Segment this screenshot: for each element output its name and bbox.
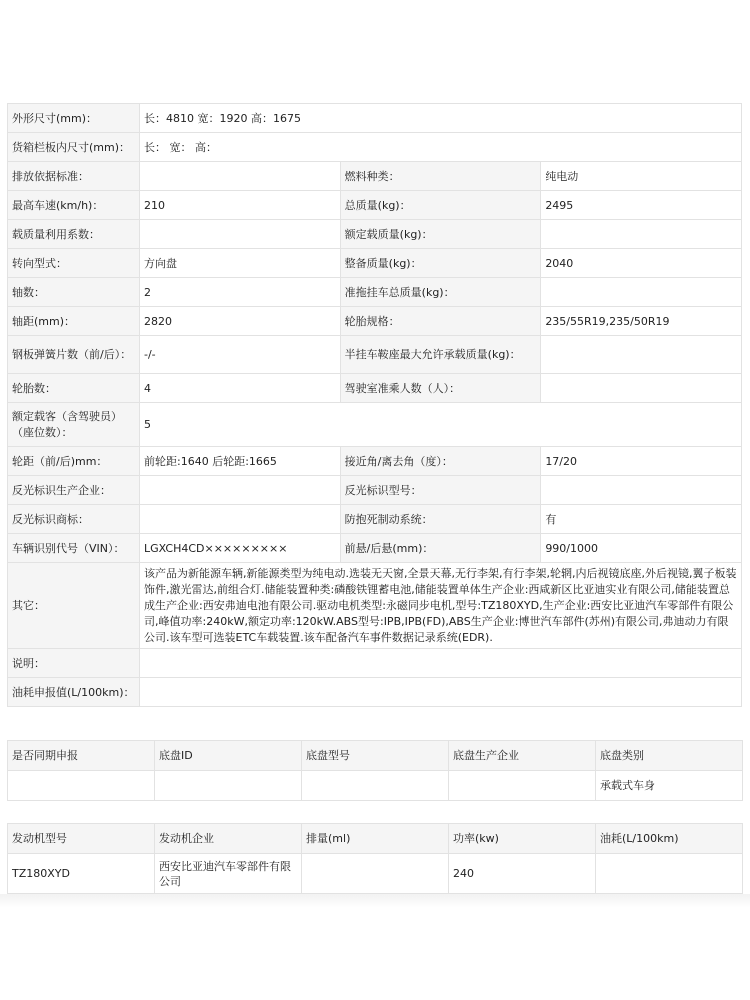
trailer-mass-value	[541, 278, 742, 307]
tire-spec-value: 235/55R19,235/50R19	[541, 307, 742, 336]
wheelbase-value: 2820	[140, 307, 341, 336]
table-header-row	[8, 741, 743, 771]
engine-cell-model: TZ180XYD	[8, 854, 155, 894]
table-row	[8, 374, 742, 403]
vehicle-spec-table	[7, 103, 742, 707]
chassis-cell-category: 承载式车身	[596, 771, 743, 801]
chassis-header-model: 底盘型号	[302, 741, 449, 771]
steering-label: 转向型式：	[8, 249, 140, 278]
table-row	[8, 534, 742, 563]
fuel-type-label: 燃料种类：	[340, 162, 541, 191]
table-row	[8, 447, 742, 476]
emission-std-label: 排放依据标准：	[8, 162, 140, 191]
curb-mass-value: 2040	[541, 249, 742, 278]
table-row	[8, 649, 742, 678]
load-util-label: 载质量利用系数：	[8, 220, 140, 249]
dimensions-label: 外形尺寸(mm)：	[8, 104, 140, 133]
chassis-header-category: 底盘类别	[596, 741, 743, 771]
angles-label: 接近角/离去角（度）：	[340, 447, 541, 476]
chassis-header-maker: 底盘生产企业	[449, 741, 596, 771]
table-row	[8, 563, 742, 649]
table-row	[8, 505, 742, 534]
table-row	[8, 771, 743, 801]
fuel-consumption-label: 油耗申报值(L/100km)：	[8, 678, 140, 707]
engine-header-model: 发动机型号	[8, 824, 155, 854]
trailer-mass-label: 准拖挂车总质量(kg)：	[340, 278, 541, 307]
table-row	[8, 278, 742, 307]
chassis-table	[7, 740, 743, 801]
curb-mass-label: 整备质量(kg)：	[340, 249, 541, 278]
table-row	[8, 249, 742, 278]
leaf-spring-label: 钢板弹簧片数（前/后）：	[8, 336, 140, 374]
angles-value: 17/20	[541, 447, 742, 476]
table-row	[8, 162, 742, 191]
cargo-dims-label: 货箱栏板内尺寸(mm)：	[8, 133, 140, 162]
steering-value: 方向盘	[140, 249, 341, 278]
other-value: 该产品为新能源车辆,新能源类型为纯电动.选装无天窗,全景天幕,无行李架,有行李架,轮辋,内后视镜底座,外后视镜,翼子板装饰件,激光雷达,前组合灯.储能装置种类:磷酸铁锂蓄电池,储能装置单体生产企业:西咸新区比亚迪实业有限公司,储能装置总成生产企业:西安弗迪电池有限公司.驱动电机类型:永磁同步电机,型号:TZ180XYD,生产企业:西安比亚迪汽车零部件有限公司,峰值功率:240kW,额定功率:120kW.ABS型号:IPB,IPB(FD),ABS生产企业:博世汽车部件(苏州)有限公司,弗迪动力有限公司.该车型可选装ETC车载装置.该车配备汽车事件数据记录系统(EDR).	[140, 563, 742, 649]
axles-label: 轴数：	[8, 278, 140, 307]
fuel-type-value: 纯电动	[541, 162, 742, 191]
saddle-load-value	[541, 336, 742, 374]
wheelbase-label: 轴距(mm)：	[8, 307, 140, 336]
reflector-maker-label: 反光标识生产企业：	[8, 476, 140, 505]
tires-label: 轮胎数：	[8, 374, 140, 403]
tires-value: 4	[140, 374, 341, 403]
table-row	[8, 476, 742, 505]
reflector-brand-label: 反光标识商标：	[8, 505, 140, 534]
chassis-cell-maker	[449, 771, 596, 801]
overhang-label: 前悬/后悬(mm)：	[340, 534, 541, 563]
table-header-row	[8, 824, 743, 854]
chassis-cell-id	[155, 771, 302, 801]
reflector-model-label: 反光标识型号：	[340, 476, 541, 505]
chassis-cell-model	[302, 771, 449, 801]
overhang-value: 990/1000	[541, 534, 742, 563]
table-row	[8, 336, 742, 374]
vin-value: LGXCH4CD×××××××××	[140, 534, 341, 563]
tire-spec-label: 轮胎规格：	[340, 307, 541, 336]
engine-cell-maker: 西安比亚迪汽车零部件有限公司	[155, 854, 302, 894]
dimensions-value: 长：4810 宽：1920 高：1675	[140, 104, 742, 133]
engine-table	[7, 823, 743, 894]
chassis-header-concurrent: 是否同期申报	[8, 741, 155, 771]
fuel-consumption-value	[140, 678, 742, 707]
max-speed-value: 210	[140, 191, 341, 220]
reflector-model-value	[541, 476, 742, 505]
chassis-cell-concurrent	[8, 771, 155, 801]
note-label: 说明：	[8, 649, 140, 678]
engine-header-fuel: 油耗(L/100km)	[596, 824, 743, 854]
cargo-dims-value: 长： 宽： 高：	[140, 133, 742, 162]
engine-header-maker: 发动机企业	[155, 824, 302, 854]
bottom-divider	[0, 894, 750, 908]
other-label: 其它：	[8, 563, 140, 649]
leaf-spring-value: -/-	[140, 336, 341, 374]
table-row	[8, 307, 742, 336]
cab-seats-value	[541, 374, 742, 403]
load-util-value	[140, 220, 341, 249]
table-row	[8, 191, 742, 220]
table-row	[8, 220, 742, 249]
reflector-brand-value	[140, 505, 341, 534]
vin-label: 车辆识别代号（VIN）：	[8, 534, 140, 563]
passengers-value: 5	[140, 403, 742, 447]
engine-cell-power: 240	[449, 854, 596, 894]
cab-seats-label: 驾驶室准乘人数（人）：	[340, 374, 541, 403]
reflector-maker-value	[140, 476, 341, 505]
max-speed-label: 最高车速(km/h)：	[8, 191, 140, 220]
abs-label: 防抱死制动系统：	[340, 505, 541, 534]
table-row	[8, 403, 742, 447]
abs-value: 有	[541, 505, 742, 534]
table-row	[8, 133, 742, 162]
note-value	[140, 649, 742, 678]
passengers-label: 额定载客（含驾驶员）（座位数）：	[8, 403, 140, 447]
table-row	[8, 678, 742, 707]
track-value: 前轮距:1640 后轮距:1665	[140, 447, 341, 476]
table-row	[8, 854, 743, 894]
saddle-load-label: 半挂车鞍座最大允许承载质量(kg)：	[340, 336, 541, 374]
total-mass-value: 2495	[541, 191, 742, 220]
total-mass-label: 总质量(kg)：	[340, 191, 541, 220]
rated-load-value	[541, 220, 742, 249]
emission-std-value	[140, 162, 341, 191]
axles-value: 2	[140, 278, 341, 307]
engine-header-power: 功率(kw)	[449, 824, 596, 854]
table-row	[8, 104, 742, 133]
rated-load-label: 额定载质量(kg)：	[340, 220, 541, 249]
chassis-header-id: 底盘ID	[155, 741, 302, 771]
track-label: 轮距（前/后)mm：	[8, 447, 140, 476]
engine-cell-displacement	[302, 854, 449, 894]
engine-cell-fuel	[596, 854, 743, 894]
engine-header-displacement: 排量(ml)	[302, 824, 449, 854]
